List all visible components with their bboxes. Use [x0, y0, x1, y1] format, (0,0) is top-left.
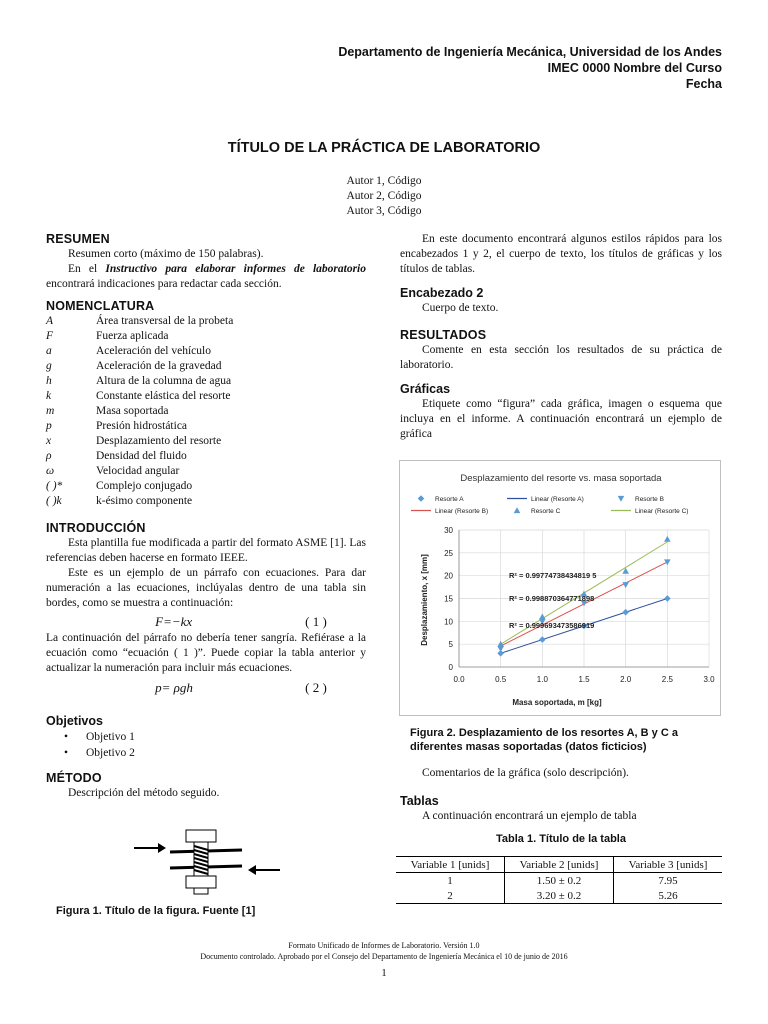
nomenclature-symbol: m [46, 405, 55, 417]
author-1: Autor 1, Código [346, 175, 422, 187]
nomenclature-symbol: F [46, 330, 54, 342]
resumen-heading: RESUMEN [46, 232, 110, 246]
r-squared-label: R² = 0.99774738434819 5 [509, 570, 597, 580]
metodo-heading: MÉTODO [46, 771, 102, 785]
course-header [338, 44, 722, 92]
objective-item: • Objetivo 2 [46, 745, 366, 761]
nomenclature-symbol: A [46, 315, 54, 327]
nomenclature-description: Presión hidrostática [96, 420, 188, 432]
resultados-heading: RESULTADOS [400, 328, 487, 342]
figure-2-caption: Figura 2. Desplazamiento de los resortes A, B y C a diferentes masas soportadas (datos ficticios) [410, 727, 678, 753]
graficas-text: Etiquete como “figura” cada gráfica, imagen o esquema que incluya en el informe. A continuación encontrará un ejemplo de gráfica [400, 398, 722, 440]
nomenclature-item [46, 314, 366, 329]
department-line: Departamento de Ingeniería Mecánica, Universidad de los Andes [338, 45, 722, 59]
introduccion-heading: INTRODUCCIÓN [46, 521, 146, 535]
resultados-text: Comente en esta sección los resultados de su práctica de laboratorio. [400, 344, 722, 371]
page-number: 1 [381, 967, 387, 979]
page-footer [0, 940, 768, 979]
nomenclature-description: Complejo conjugado [96, 480, 193, 492]
nomenclature-symbol: g [46, 360, 52, 372]
r-squared-label: R² = 0.998870364771898 [509, 593, 595, 603]
metodo-text: Descripción del método seguido. [68, 787, 220, 799]
equation-2-expr: p= ρgh [155, 679, 193, 695]
x-tick-label: 1.5 [578, 675, 590, 684]
x-tick-label: 2.0 [620, 675, 632, 684]
nomenclature-item [46, 464, 366, 479]
chart-title: Desplazamiento del resorte vs. masa soportada [460, 473, 662, 484]
table-cell: 5.26 [614, 888, 722, 904]
y-tick-label: 5 [448, 640, 453, 650]
tablas-heading: Tablas [400, 794, 439, 808]
date-line: Fecha [685, 77, 722, 91]
intro-paragraph-3: La continuación del párrafo no debería tener sangría. Refiérase a la ecuación como “ecuación ( 1 )”. Puede copiar la tabla anterior y actualizar la numeración para incluir más ecuaciones. [46, 632, 366, 674]
nomenclature-item [46, 419, 366, 434]
legend-label: Linear (Resorte C) [635, 508, 689, 515]
x-tick-label: 1.0 [536, 675, 548, 684]
nomenclature-description: Densidad del fluido [96, 450, 187, 462]
nomenclature-symbol: p [46, 420, 52, 432]
table-cell: 2 [447, 889, 453, 902]
table-header-cell: Variable 1 [unids] [410, 858, 490, 871]
nomenclature-description: Velocidad angular [96, 465, 180, 477]
nomenclature-symbol: h [46, 375, 52, 387]
nomenclature-symbol: a [46, 345, 52, 357]
nomenclature-description: Fuerza aplicada [96, 330, 169, 342]
instructivo-link: Instructivo para elaborar informes de laboratorio [105, 263, 366, 275]
nomenclature-symbol: ( )k [46, 495, 62, 507]
x-tick-label: 0.0 [453, 675, 465, 684]
equation-1 [46, 611, 366, 631]
nomenclature-description: Constante elástica del resorte [96, 390, 231, 402]
table-1-title: Tabla 1. Título de la tabla [496, 833, 626, 845]
nomenclature-description: k-ésimo componente [96, 495, 193, 507]
nomenclature-item [46, 434, 366, 449]
r-squared-label: R² = 0.999693473586919 [509, 621, 595, 631]
footer-approval-line: Documento controlado. Aprobado por el Consejo del Departamento de Ingeniería Mecánica el 10 de junio de 2016 [200, 952, 568, 961]
nomenclature-symbol: x [46, 435, 52, 447]
table-cell: 3.20 ± 0.2 [504, 888, 613, 904]
footer-format-line: Formato Unificado de Informes de Laboratorio. Versión 1.0 [288, 941, 480, 950]
table-header-row [396, 857, 722, 873]
x-axis-label: Masa soportada, m [kg] [512, 698, 602, 707]
tablas-text: A continuación encontrará un ejemplo de tabla [422, 810, 637, 822]
spring-bolt-figure [130, 828, 290, 898]
nomenclature-item [46, 344, 366, 359]
author-3: Autor 3, Código [346, 205, 422, 217]
nomenclature-list [46, 314, 366, 509]
legend-label: Resorte C [531, 508, 561, 515]
nomenclature-item [46, 374, 366, 389]
equation-1-number: ( 1 ) [305, 613, 327, 629]
nomenclature-item [46, 389, 366, 404]
y-tick-label: 25 [444, 548, 453, 558]
bullet-icon: • [63, 746, 69, 759]
resumen-text: Resumen corto (máximo de 150 palabras). [68, 248, 264, 260]
nomenclature-symbol: ρ [46, 450, 52, 462]
nomenclature-description: Área transversal de la probeta [96, 315, 234, 327]
y-tick-label: 20 [444, 571, 453, 581]
left-column [46, 232, 366, 801]
x-tick-label: 0.5 [495, 675, 507, 684]
chart-r2-labels [509, 571, 596, 630]
displacement-chart [399, 460, 721, 716]
nomenclature-description: Desplazamiento del resorte [96, 435, 222, 447]
x-tick-label: 2.5 [661, 675, 673, 684]
right-column [400, 232, 722, 442]
nomenclature-item [46, 449, 366, 464]
y-tick-label: 15 [444, 594, 453, 604]
equation-2-number: ( 2 ) [305, 679, 327, 695]
nomenclature-description: Aceleración del vehículo [96, 345, 211, 357]
nomenclature-description: Altura de la columna de agua [96, 375, 232, 387]
data-table [396, 856, 722, 904]
nomenclature-item [46, 329, 366, 344]
equation-1-expr: F=−kx [155, 613, 193, 629]
nomenclature-description: Aceleración de la gravedad [96, 360, 222, 372]
styles-intro: En este documento encontrará algunos estilos rápidos para los encabezados 1 y 2, el cuerpo de texto, los títulos de gráficas y los títulos de tablas. [400, 233, 722, 275]
figure-1-caption: Figura 1. Título de la figura. Fuente [1] [56, 905, 256, 917]
encabezado-2-heading: Encabezado 2 [400, 286, 484, 300]
table-row [396, 888, 722, 904]
legend-label: Resorte A [435, 496, 464, 503]
nomenclature-symbol: ( )* [46, 480, 63, 492]
table-row [396, 873, 722, 889]
table-header-cell: Variable 2 [unids] [504, 857, 613, 873]
nomenclature-description: Masa soportada [96, 405, 169, 417]
objective-item: • Objetivo 1 [46, 729, 366, 745]
graficas-heading: Gráficas [400, 382, 451, 396]
y-axis-label: Desplazamiento, x [mm] [420, 554, 429, 646]
nomenclature-symbol: k [46, 390, 52, 402]
table-cell: 1 [447, 874, 453, 887]
objetivos-heading: Objetivos [46, 714, 103, 728]
course-line: IMEC 0000 Nombre del Curso [547, 61, 722, 75]
right-column-lower [400, 766, 722, 824]
nomenclature-item [46, 479, 366, 494]
author-list [0, 174, 768, 219]
equation-2 [46, 676, 366, 698]
table-cell: 7.95 [614, 873, 722, 889]
table-cell: 1.50 ± 0.2 [504, 873, 613, 889]
nomenclature-item [46, 404, 366, 419]
nomenclature-symbol: ω [46, 465, 55, 477]
resumen-instructivo: En el Instructivo para elaborar informes de laboratorio encontrará indicaciones para redactar cada sección. [46, 263, 366, 290]
nomenclature-item [46, 359, 366, 374]
page-title: TÍTULO DE LA PRÁCTICA DE LABORATORIO [227, 140, 541, 156]
y-tick-label: 0 [448, 663, 453, 672]
x-tick-label: 3.0 [703, 675, 715, 684]
legend-label: Resorte B [635, 496, 664, 503]
intro-paragraph-2: Este es un ejemplo de un párrafo con ecuaciones. Para dar numeración a las ecuaciones, inclúyalas dentro de una tabla sin bordes, como se muestra a continuación: [46, 567, 366, 609]
y-tick-label: 10 [444, 617, 453, 627]
nomenclatura-heading: NOMENCLATURA [46, 299, 155, 313]
legend-label: Linear (Resorte B) [435, 508, 489, 515]
chart-comments: Comentarios de la gráfica (solo descripción). [422, 767, 629, 779]
legend-label: Linear (Resorte A) [531, 496, 584, 503]
body-text-sample: Cuerpo de texto. [422, 302, 499, 314]
table-header-cell: Variable 3 [unids] [614, 857, 722, 873]
author-2: Autor 2, Código [346, 190, 422, 202]
bullet-icon: • [63, 730, 69, 743]
nomenclature-item [46, 494, 366, 509]
intro-paragraph-1: Esta plantilla fue modificada a partir del formato ASME [1]. Las referencias deben hacerse en formato IEEE. [46, 537, 366, 564]
y-tick-label: 30 [444, 526, 453, 535]
